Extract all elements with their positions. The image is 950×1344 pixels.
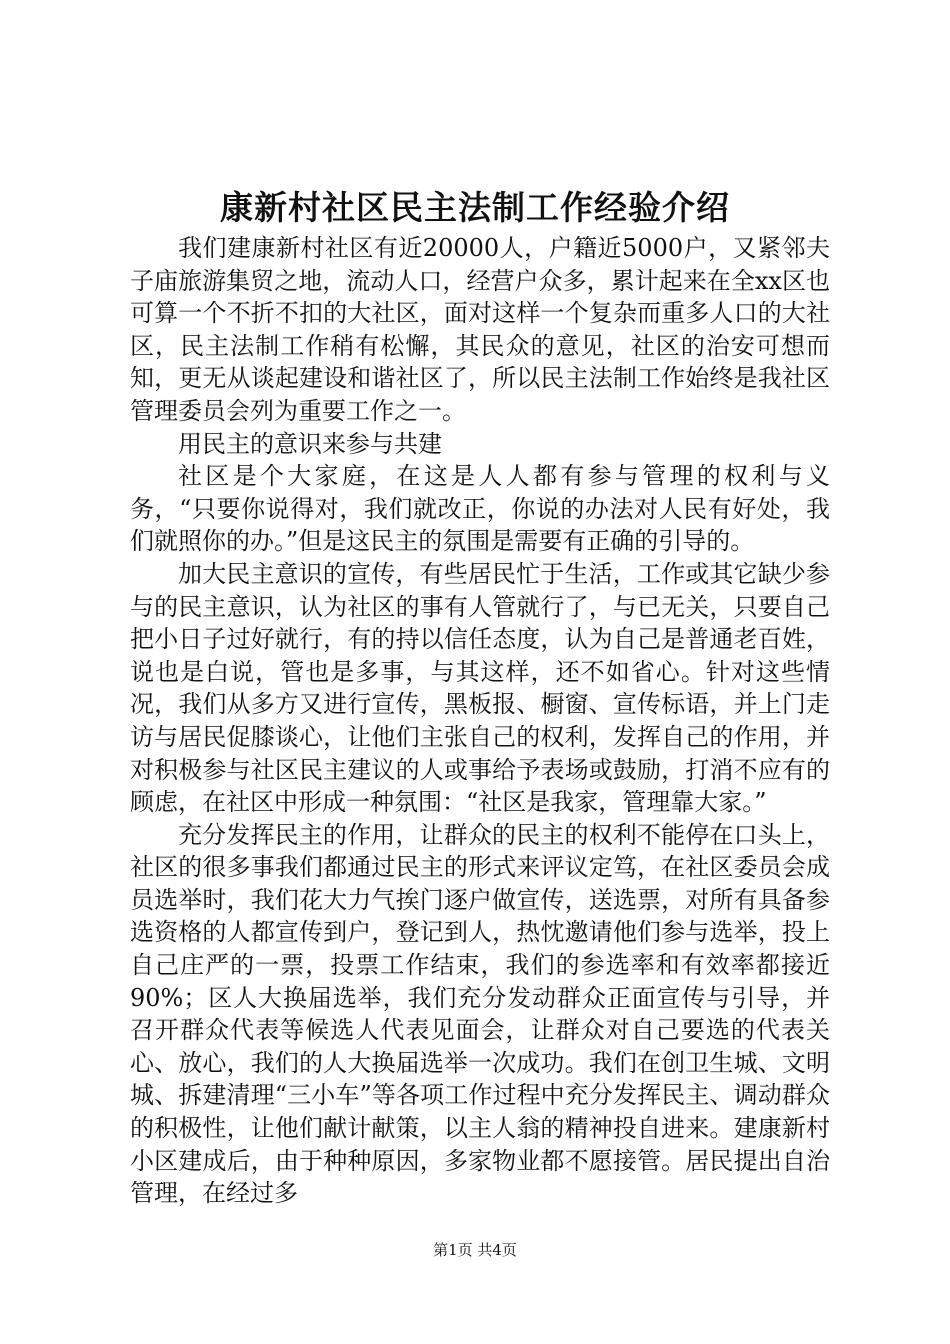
- paragraph-publicity: 加大民主意识的宣传，有些居民忙于生活，工作或其它缺少参与的民主意识，认为社区的事有人管就行了，与已无关，只要自己把小日子过好就行，有的持以信任态度，认为自己是普通老百姓，说也是白说，管也是多事，与其这样，还不如省心。针对这些情况，我们从多方又进行宣传，黑板报、橱窗、宣传标语，并上门走访与居民促膝谈心，让他们主张自己的权利，发挥自己的作用，并对积极参与社区民主建议的人或事给予表场或鼓励，打消不应有的顾虑，在社区中形成一种氛围：“社区是我家，管理靠大家。”: [130, 559, 830, 817]
- paragraph-community: 社区是个大家庭，在这是人人都有参与管理的权利与义务，“只要你说得对，我们就改正，你说的办法对人民有好处，我们就照你的办。”但是这民主的氛围是需要有正确的引导的。: [130, 462, 830, 556]
- paragraph-democracy-role: 充分发挥民主的作用，让群众的民主的权利不能停在口头上，社区的很多事我们都通过民主的形式来评议定笃，在社区委员会成员选举时，我们花大力气挨门逐户做宣传，送选票，对所有具备参选资格的人都宣传到户，登记到人，热忱邀请他们参与选举，投上自己庄严的一票，投票工作结束，我们的参选率和有效率都接近90%；区人大换届选举，我们充分发动群众正面宣传与引导，并召开群众代表等候选人代表见面会，让群众对自己要选的代表关心、放心，我们的人大换届选举一次成功。我们在创卫生城、文明城、拆建清理“三小车”等各项工作过程中充分发挥民主、调动群众的积极性，让他们献计献策，以主人翁的精神投自进来。建康新村小区建成后，由于种种原因，多家物业都不愿接管。居民提出自治管理，在经过多: [130, 820, 830, 1208]
- section-heading: 用民主的意识来参与共建: [178, 429, 442, 458]
- document-body: [130, 232, 830, 1210]
- paragraph-intro: 我们建康新村社区有近20000人，户籍近5000户，又紧邻夫子庙旅游集贸之地，流动人口，经营户众多，累计起来在全xx区也可算一个不折不扣的大社区，面对这样一个复杂而重多人口的大社区，民主法制工作稍有松懈，其民众的意见，社区的治安可想而知，更无从谈起建设和谐社区了，所以民主法制工作始终是我社区管理委员会列为重要工作之一。: [130, 234, 830, 425]
- document-title: 康新村社区民主法制工作经验介绍: [220, 188, 730, 227]
- page-footer: 第1页 共4页: [433, 1241, 517, 1259]
